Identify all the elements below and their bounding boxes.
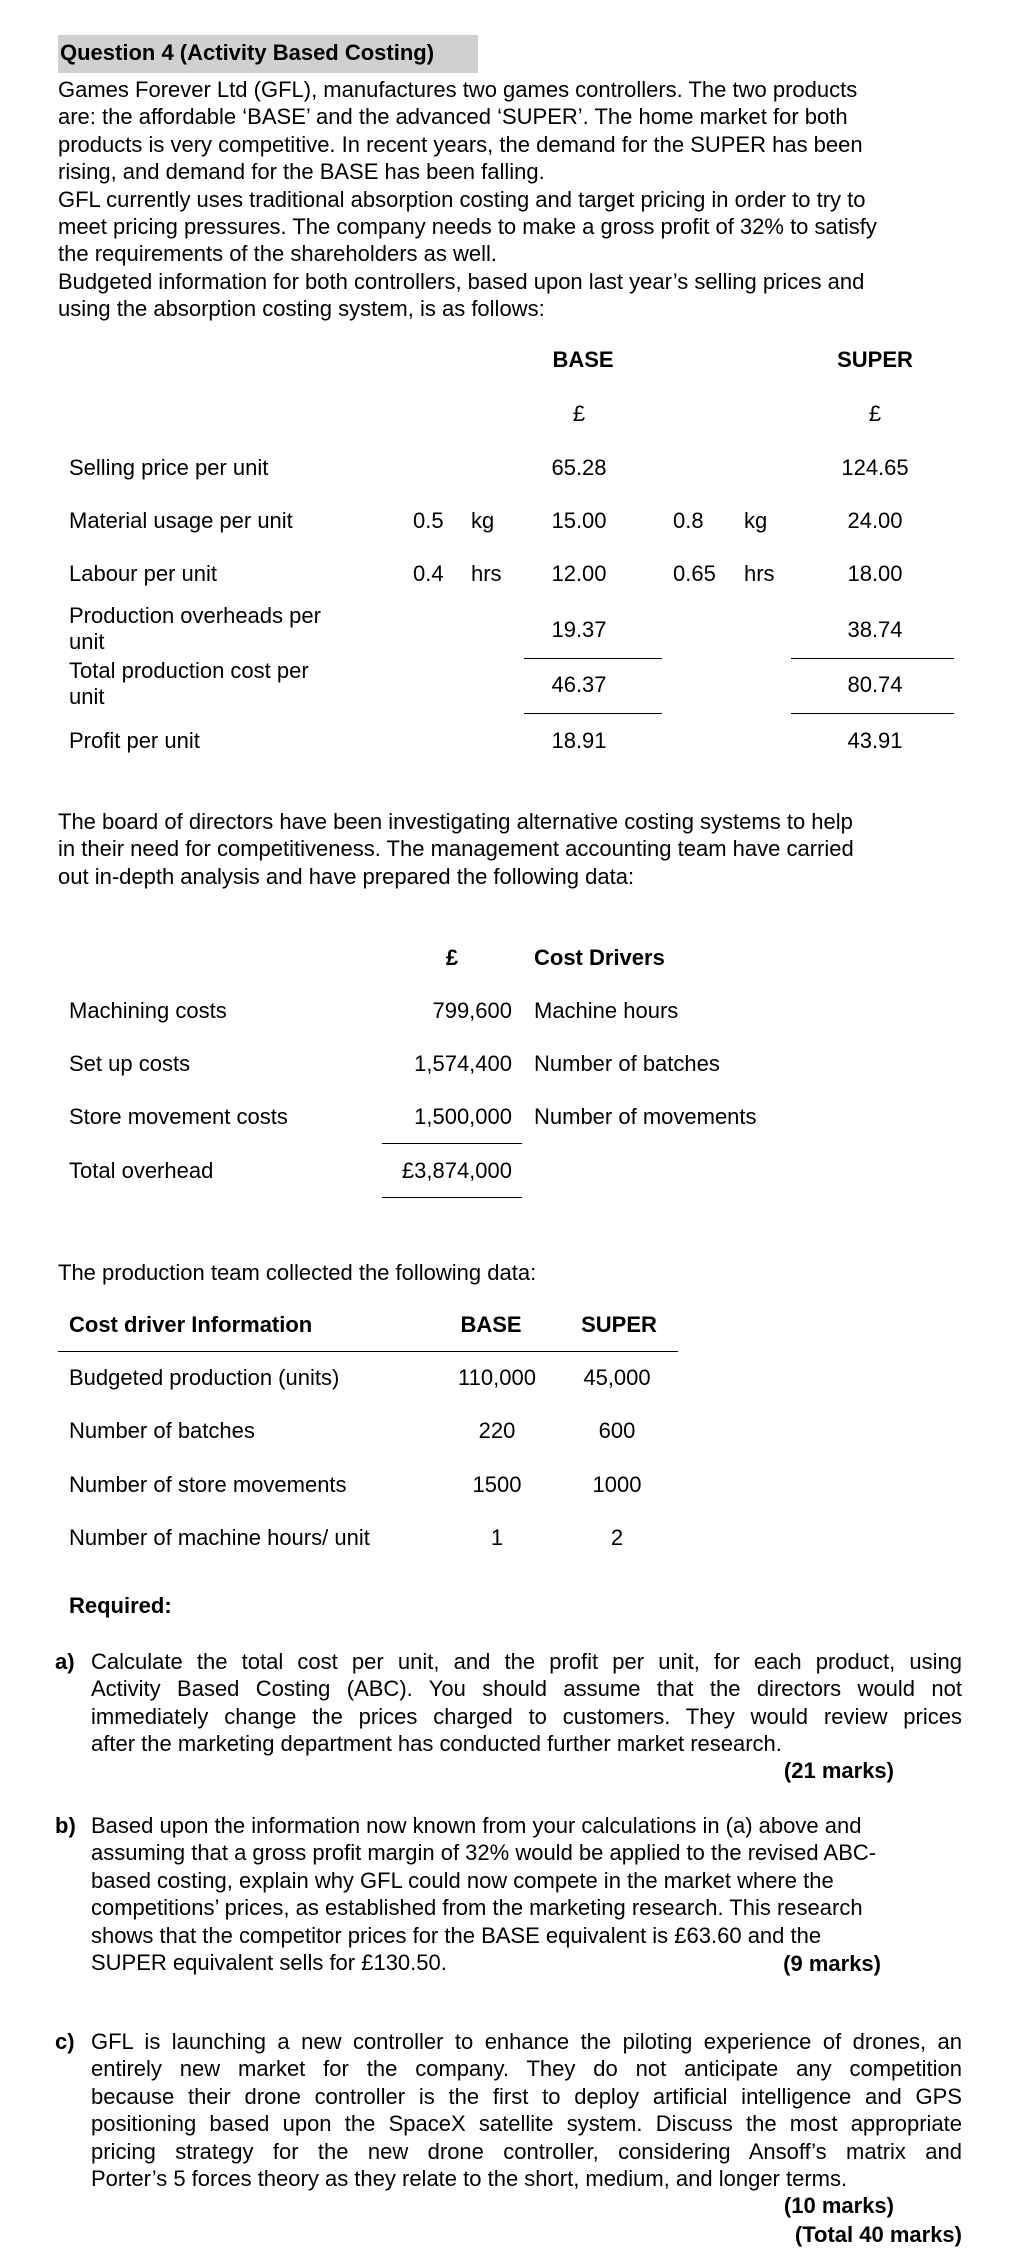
text-line: The board of directors have been investigating alternative costing systems to help (58, 809, 853, 834)
driver-base-value: 1500 (472, 1472, 522, 1497)
row-label-cont: unit (69, 684, 105, 709)
text-line: meet pricing pressures. The company needs to make a gross profit of 32% to satisfy (58, 213, 877, 239)
driver-super-value: 600 (598, 1418, 636, 1443)
total-rule-super (791, 713, 954, 714)
driver-label: Budgeted production (units) (69, 1365, 340, 1390)
super-header: SUPER (837, 347, 913, 372)
row-label: Selling price per unit (69, 455, 269, 480)
text-line: positioning based upon the SpaceX satellite system. Discuss the most appropriate (91, 2111, 962, 2137)
driver-header-rule (58, 1351, 678, 1352)
part-letter: a) (55, 1649, 75, 1674)
driver-base-header: BASE (460, 1312, 522, 1337)
base-quantity: 0.4 (413, 561, 444, 586)
row-label: Production overheads per (69, 603, 321, 628)
part-marks: (21 marks) (783, 1758, 894, 1783)
cost-driver: Number of batches (534, 1051, 720, 1076)
base-value: 46.37 (551, 672, 607, 697)
text-line: Games Forever Ltd (GFL), manufactures two games controllers. The two products (58, 77, 858, 102)
cost-driver: Machine hours (534, 998, 679, 1023)
total-rule-base (524, 713, 662, 714)
text-line: rising, and demand for the BASE has been falling. (58, 159, 545, 185)
cost-driver: Number of movements (534, 1104, 757, 1129)
part-letter: b) (55, 1813, 76, 1838)
part-marks: (10 marks) (783, 2193, 894, 2218)
overhead-amount: 799,600 (432, 998, 512, 1023)
super-value: 124.65 (841, 455, 909, 480)
text-line: shows that the competitor prices for the BASE equivalent is £63.60 and the (91, 1922, 822, 1948)
driver-super-value: 2 (610, 1525, 624, 1550)
subtotal-rule-base (524, 658, 662, 659)
driver-label: Number of batches (69, 1418, 255, 1443)
part-marks: (9 marks) (783, 1951, 881, 1976)
amount-header: £ (445, 945, 459, 970)
driver-super-value: 45,000 (583, 1365, 651, 1390)
base-value: 65.28 (551, 455, 607, 480)
super-value: 43.91 (847, 728, 903, 753)
overhead-label: Set up costs (69, 1051, 191, 1076)
text-line: out in-depth analysis and have prepared the following data: (58, 863, 635, 889)
text-line: based costing, explain why GFL could now compete in the market where the (91, 1867, 834, 1893)
super-quantity: 0.65 (673, 561, 716, 586)
super-value: 38.74 (847, 617, 903, 642)
production-intro: The production team collected the following data: (58, 1260, 537, 1285)
text-line: pricing strategy for the new drone controller, considering Ansoff’s matrix and (91, 2138, 962, 2164)
row-label-cont: unit (69, 629, 105, 654)
text-line: using the absorption costing system, is as follows: (58, 296, 545, 322)
text-line: in their need for competitiveness. The management accounting team have carried (58, 836, 854, 862)
base-unit: hrs (471, 561, 502, 586)
driver-header: Cost Drivers (534, 945, 665, 970)
driver-base-value: 1 (490, 1525, 504, 1550)
text-line: GFL currently uses traditional absorption costing and target pricing in order to try to (58, 186, 866, 212)
overhead-amount: £3,874,000 (401, 1158, 512, 1183)
required-label: Required: (69, 1593, 172, 1618)
text-line: entirely new market for the company. They do not anticipate any competition (91, 2056, 962, 2082)
intro-paragraph (58, 76, 877, 323)
overhead-label: Store movement costs (69, 1104, 288, 1129)
overhead-total-rule (382, 1197, 522, 1198)
base-header: BASE (552, 347, 614, 372)
part-text (91, 2028, 962, 2192)
driver-super-header: SUPER (581, 1312, 657, 1337)
driver-info-header: Cost driver Information (69, 1312, 313, 1337)
base-currency: £ (572, 401, 586, 426)
super-value: 18.00 (847, 561, 903, 586)
base-unit: kg (471, 508, 495, 533)
base-quantity: 0.5 (413, 508, 444, 533)
row-label: Material usage per unit (69, 508, 293, 533)
overhead-label: Machining costs (69, 998, 227, 1023)
text-line: immediately change the prices charged to customers. They would review prices (91, 1703, 962, 1729)
row-label: Profit per unit (69, 728, 200, 753)
super-currency: £ (868, 401, 882, 426)
total-marks: (Total 40 marks) (794, 2222, 962, 2247)
text-line: SUPER equivalent sells for £130.50. (91, 1949, 447, 1975)
text-line: the requirements of the shareholders as well. (58, 241, 498, 267)
part-text (91, 1648, 962, 1758)
text-line: Based upon the information now known from your calculations in (a) above and (91, 1813, 862, 1838)
question-title: Question 4 (Activity Based Costing) (60, 40, 435, 65)
driver-base-value: 220 (478, 1418, 516, 1443)
driver-label: Number of store movements (69, 1472, 347, 1497)
driver-base-value: 110,000 (458, 1365, 536, 1390)
text-line: GFL is launching a new controller to enhance the piloting experience of drones, an (91, 2029, 962, 2054)
overhead-amount: 1,500,000 (414, 1104, 512, 1129)
base-value: 15.00 (551, 508, 607, 533)
text-line: because their drone controller is the first to deploy artificial intelligence and GPS (91, 2083, 962, 2109)
text-line: competitions’ prices, as established from the marketing research. This research (91, 1895, 863, 1921)
super-unit: kg (744, 508, 768, 533)
subtotal-rule-super (791, 658, 954, 659)
super-unit: hrs (744, 561, 775, 586)
overhead-subtotal-rule (382, 1143, 522, 1144)
driver-label: Number of machine hours/ unit (69, 1525, 370, 1550)
text-line: products is very competitive. In recent years, the demand for the SUPER has been (58, 131, 863, 157)
overhead-amount: 1,574,400 (414, 1051, 512, 1076)
text-line: Porter’s 5 forces theory as they relate to the short, medium, and longer terms. (91, 2165, 848, 2191)
base-value: 19.37 (551, 617, 607, 642)
row-label: Labour per unit (69, 561, 217, 586)
super-value: 80.74 (847, 672, 903, 697)
text-line: are: the affordable ‘BASE’ and the advanced ‘SUPER’. The home market for both (58, 104, 848, 130)
text-line: Activity Based Costing (ABC). You should assume that the directors would not (91, 1676, 962, 1702)
driver-super-value: 1000 (592, 1472, 642, 1497)
text-line: Budgeted information for both controllers, based upon last year’s selling prices and (58, 268, 865, 294)
super-value: 24.00 (847, 508, 903, 533)
text-line: after the marketing department has conducted further market research. (91, 1731, 782, 1757)
mid-paragraph (58, 808, 854, 890)
super-quantity: 0.8 (673, 508, 704, 533)
text-line: Calculate the total cost per unit, and the profit per unit, for each product, using (91, 1649, 962, 1674)
text-line: assuming that a gross profit margin of 32% would be applied to the revised ABC- (91, 1840, 877, 1866)
base-value: 12.00 (551, 561, 607, 586)
row-label: Total production cost per (69, 658, 309, 683)
base-value: 18.91 (551, 728, 607, 753)
part-letter: c) (55, 2029, 75, 2054)
overhead-label: Total overhead (69, 1158, 214, 1183)
